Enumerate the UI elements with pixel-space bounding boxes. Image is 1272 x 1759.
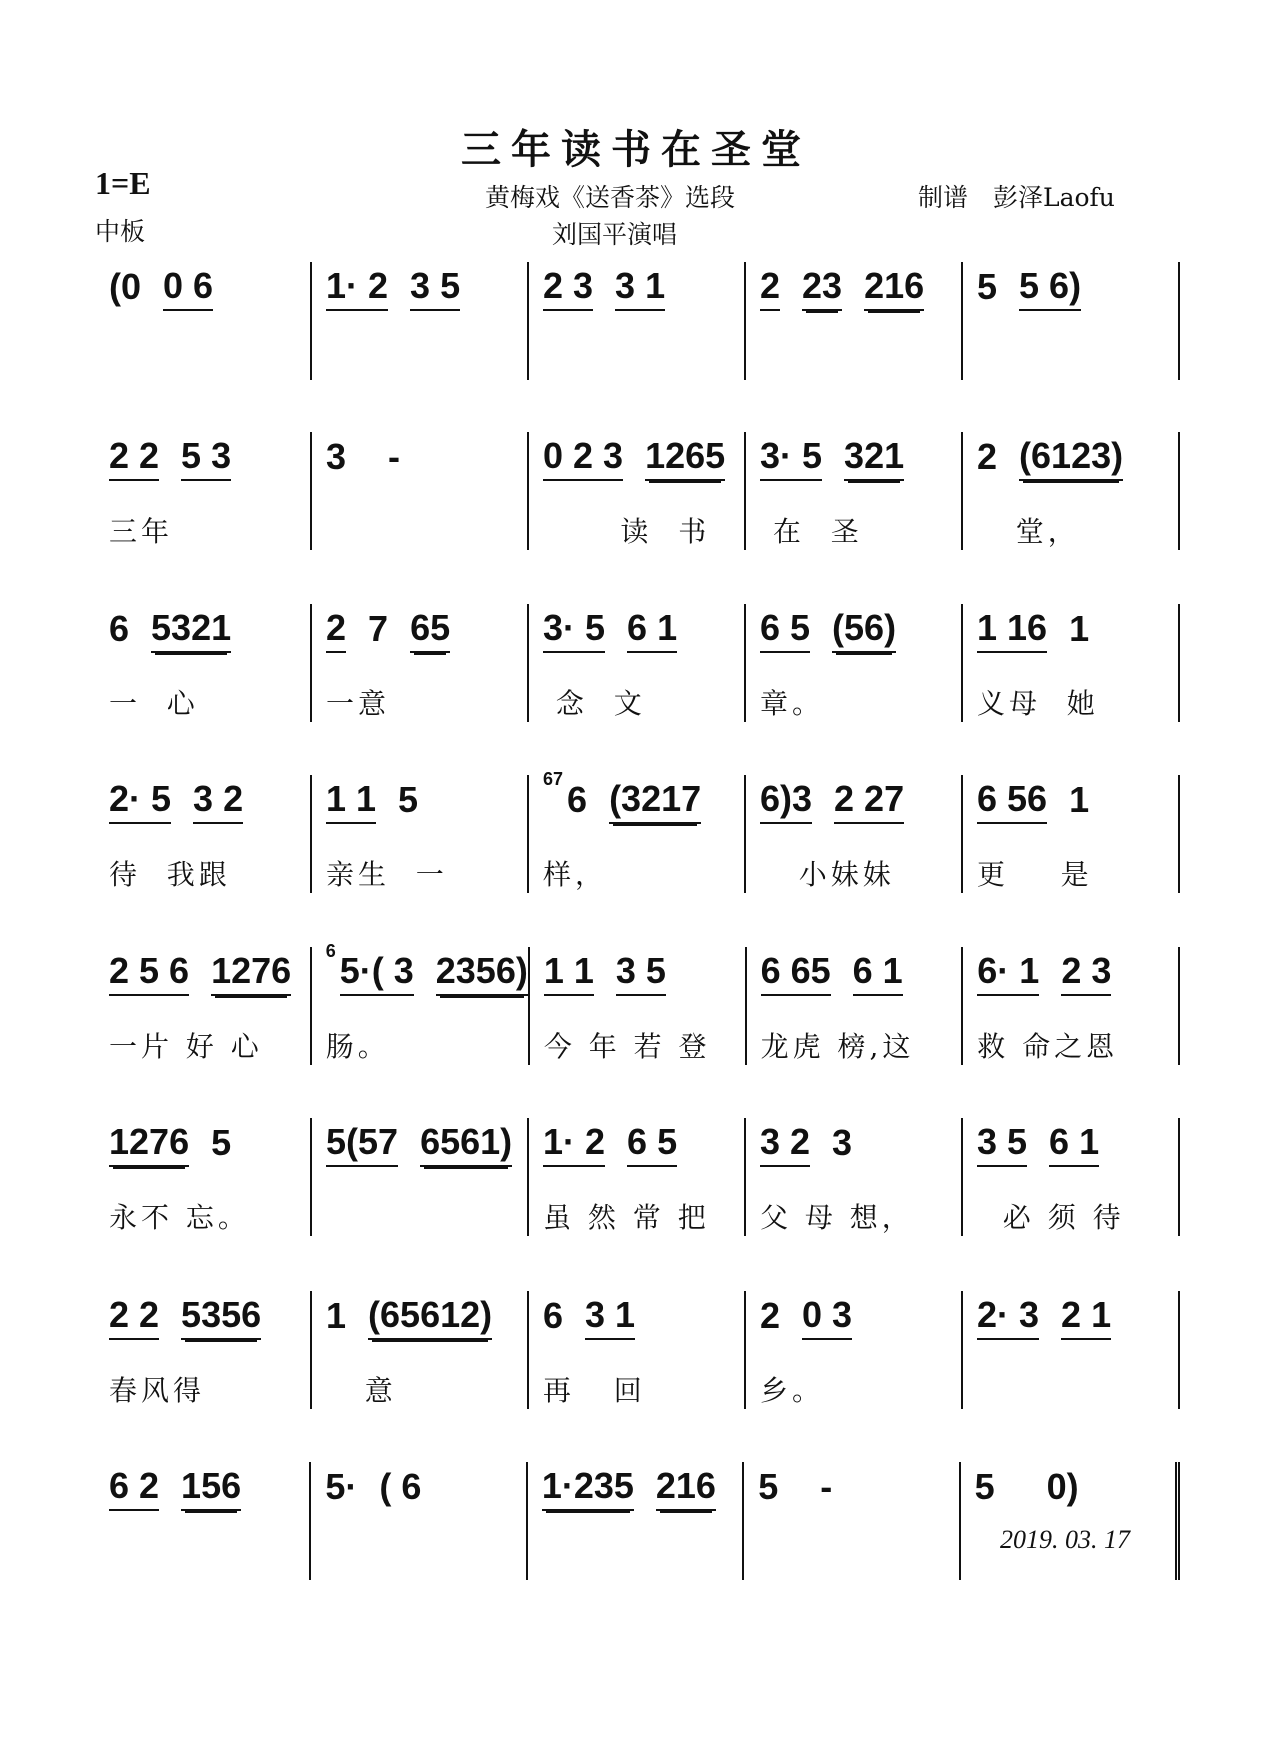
singer-credit: 刘国平演唱 <box>552 220 678 249</box>
note-group: 216 <box>656 1465 716 1511</box>
score-row <box>95 1462 1180 1580</box>
measure-notes <box>760 775 961 827</box>
note-group: (56) <box>832 607 896 653</box>
lyric <box>325 1540 525 1580</box>
note-group: 6 1 <box>853 950 903 996</box>
grace-note: 6 <box>325 940 336 961</box>
lyric: 一意 <box>326 687 391 720</box>
note-group: 3 2 <box>760 1121 810 1167</box>
score-row <box>95 940 1180 1065</box>
note-group: 23 <box>802 265 842 311</box>
note-group: 3 5 <box>977 1121 1027 1167</box>
lyric: 三年 <box>109 515 174 548</box>
measure-notes <box>543 262 744 314</box>
lyric: 念 文 <box>543 687 646 720</box>
measure <box>311 1462 527 1580</box>
note-group: 3 5 <box>616 950 666 996</box>
measure <box>95 947 312 1065</box>
note-group: 6561) <box>420 1121 512 1167</box>
measure <box>312 432 529 550</box>
note-group: 2 3 <box>1061 950 1111 996</box>
note-group: 2 3 <box>543 265 593 311</box>
note-group: (3217 <box>609 778 701 824</box>
measure <box>529 604 746 722</box>
lyric: 义母 她 <box>977 687 1099 720</box>
lyric <box>326 340 527 380</box>
lyric: 一 心 <box>109 687 199 720</box>
measure <box>528 1462 744 1580</box>
note-group: 3 1 <box>585 1294 635 1340</box>
measure <box>530 947 747 1065</box>
note-group: 1·235 <box>542 1465 634 1511</box>
song-title: 三年读书在圣堂 <box>461 126 811 173</box>
grace-note: 67 <box>543 768 564 789</box>
measure-notes <box>977 1118 1178 1170</box>
note-group: 1 1 <box>544 950 594 996</box>
measure-notes <box>109 775 310 827</box>
measure <box>95 432 312 550</box>
note-group: 5·( 3 <box>340 950 414 996</box>
note-group: 6 1 <box>627 607 677 653</box>
lyric: 堂， <box>977 515 1080 548</box>
lyric <box>977 340 1178 380</box>
note-group: 2 1 <box>1061 1294 1111 1340</box>
measure <box>963 1118 1180 1236</box>
lyric: 今 年 若 登 <box>543 1030 711 1063</box>
measure <box>963 1291 1180 1409</box>
measure-notes <box>109 1462 309 1514</box>
note-group: 216 <box>864 265 924 311</box>
measure-notes <box>326 604 527 656</box>
note-group: 5 <box>758 1466 779 1507</box>
source-subtitle: 黄梅戏《送香茶》选段 <box>485 183 736 212</box>
measure <box>312 1118 529 1236</box>
note-group: 1 <box>1069 608 1090 649</box>
lyric: 亲生 一 <box>326 858 448 891</box>
lyric <box>977 1369 1178 1409</box>
measure-notes <box>542 1462 742 1514</box>
measure-notes <box>544 947 745 999</box>
measure <box>746 262 963 380</box>
note-group: 156 <box>181 1465 241 1511</box>
note-group: 6 <box>543 1295 564 1336</box>
measure-notes <box>325 1462 525 1514</box>
measure-notes <box>977 1291 1178 1343</box>
score-row <box>95 1291 1180 1409</box>
note-group: 6· 1 <box>977 950 1039 996</box>
measure-notes <box>761 947 962 999</box>
measure <box>529 1118 746 1236</box>
note-group: 3· 5 <box>543 607 605 653</box>
measure-notes <box>109 432 310 484</box>
note-group: 5 <box>974 1466 995 1507</box>
note-group: 3 5 <box>410 265 460 311</box>
lyric <box>326 510 527 550</box>
note-group: 1276 <box>211 950 291 996</box>
note-group: 5 <box>211 1122 232 1163</box>
lyric: 一片 好 心 <box>109 1030 263 1063</box>
note-group: 1265 <box>645 435 725 481</box>
note-group: 5 <box>398 779 419 820</box>
note-group: 5356 <box>181 1294 261 1340</box>
measure-notes <box>760 1118 961 1170</box>
measure <box>963 775 1180 893</box>
key-signature: 1=E <box>95 165 151 201</box>
lyric <box>542 1540 742 1580</box>
note-group: 2 <box>326 607 346 653</box>
measure <box>95 604 312 722</box>
measure-notes <box>977 604 1178 656</box>
score-row <box>95 432 1180 550</box>
measure <box>95 775 312 893</box>
note-group: (6123) <box>1019 435 1123 481</box>
measure-notes <box>977 262 1178 314</box>
note-group: 2 5 6 <box>109 950 189 996</box>
note-group: 2 27 <box>834 778 904 824</box>
note-group: 0 3 <box>802 1294 852 1340</box>
note-group: 65 <box>410 607 450 653</box>
measure-notes <box>760 1291 961 1343</box>
lyric: 虽 然 常 把 <box>543 1201 710 1234</box>
note-group: 6 1 <box>1049 1121 1099 1167</box>
note-group: 7 <box>368 608 389 649</box>
note-group: 2· 5 <box>109 778 171 824</box>
lyric <box>760 340 961 380</box>
measure-notes <box>977 775 1178 827</box>
measure-notes <box>760 604 961 656</box>
measure <box>746 432 963 550</box>
measure-notes <box>758 1462 958 1514</box>
measure <box>963 604 1180 722</box>
measure-notes <box>326 1118 527 1170</box>
note-group: 2 <box>760 1295 781 1336</box>
note-group: 3· 5 <box>760 435 822 481</box>
measure-notes <box>326 1291 527 1343</box>
measure <box>312 775 529 893</box>
note-group: - <box>368 436 401 477</box>
measure <box>961 1462 1180 1580</box>
tempo-marking: 中板 <box>95 217 146 246</box>
measure <box>312 1291 529 1409</box>
measure <box>963 947 1180 1065</box>
measure-notes <box>543 432 744 484</box>
lyric: 意 <box>326 1374 397 1407</box>
measure-notes <box>977 947 1178 999</box>
score-row <box>95 262 1180 380</box>
measure <box>746 604 963 722</box>
note-group: 1 16 <box>977 607 1047 653</box>
measure-notes <box>109 1291 310 1343</box>
note-group: 5 6) <box>1019 265 1081 311</box>
measure <box>312 604 529 722</box>
note-group: 1 <box>1069 779 1090 820</box>
measure <box>95 1462 311 1580</box>
score-row <box>95 604 1180 722</box>
measure <box>746 1291 963 1409</box>
measure-notes <box>326 432 527 484</box>
note-group: 1· 2 <box>326 265 388 311</box>
note-group: - <box>800 1466 833 1507</box>
lyric: 待 我跟 <box>109 858 231 891</box>
measure <box>529 768 746 893</box>
note-group: 2· 3 <box>977 1294 1039 1340</box>
lyric: 章。 <box>760 687 825 720</box>
note-group: 3 2 <box>193 778 243 824</box>
note-group: 6 56 <box>977 778 1047 824</box>
note-group: 2 <box>760 265 780 311</box>
lyric: 样， <box>543 858 608 891</box>
measure <box>529 432 746 550</box>
note-group: 3 <box>326 436 347 477</box>
measure-notes <box>760 262 961 314</box>
note-group: 1 <box>326 1295 347 1336</box>
lyric: 读 书 <box>543 515 711 548</box>
measure <box>95 262 312 380</box>
note-group: 6 65 <box>761 950 831 996</box>
measure-notes <box>109 947 310 999</box>
note-group: 5321 <box>151 607 231 653</box>
note-group: (65612) <box>368 1294 492 1340</box>
note-group: 2356) <box>436 950 528 996</box>
lyric: 父 母 想， <box>760 1201 914 1234</box>
note-group: 6 <box>109 608 130 649</box>
lyric: 在 圣 <box>760 515 863 548</box>
note-group: ( 6 <box>379 1466 422 1507</box>
measure-notes <box>543 1118 744 1170</box>
measure-notes <box>543 768 744 827</box>
note-group: 2 <box>977 436 998 477</box>
lyric <box>326 1196 527 1236</box>
lyric: 再 回 <box>543 1374 646 1407</box>
note-group: 1 1 <box>326 778 376 824</box>
lyric: 肠。 <box>325 1030 390 1063</box>
lyric: 救 命之恩 <box>977 1030 1119 1063</box>
note-group: 2 2 <box>109 1294 159 1340</box>
measure <box>312 262 529 380</box>
lyric: 龙虎 榜,这 <box>760 1030 915 1063</box>
lyric <box>543 340 744 380</box>
note-group: 5 <box>977 266 998 307</box>
measure-notes <box>109 1118 310 1170</box>
note-group: 0) <box>1016 1466 1079 1507</box>
lyric <box>758 1540 958 1580</box>
measure <box>95 1291 312 1409</box>
measure-notes <box>109 604 310 656</box>
measure <box>746 775 963 893</box>
note-group: 6 5 <box>760 607 810 653</box>
score-row <box>95 1118 1180 1236</box>
lyric <box>109 340 310 380</box>
lyric: 春风得 <box>109 1374 206 1407</box>
lyric <box>109 1540 309 1580</box>
measure-notes <box>109 262 310 314</box>
lyric: 乡。 <box>760 1374 825 1407</box>
measure <box>746 1118 963 1236</box>
measure <box>95 1118 312 1236</box>
measure <box>312 940 530 1065</box>
measure-notes <box>975 1462 1175 1514</box>
note-group: 6)3 <box>760 778 812 824</box>
lyric: 小妹妹 <box>760 858 895 891</box>
measure <box>963 262 1180 380</box>
date: 2019. 03. 17 <box>1000 1525 1130 1554</box>
lyric: 更 是 <box>977 858 1093 891</box>
measure-notes <box>760 432 961 484</box>
note-group: 2 2 <box>109 435 159 481</box>
measure <box>529 1291 746 1409</box>
measure-notes <box>543 1291 744 1343</box>
note-group: 1276 <box>109 1121 189 1167</box>
measure-notes <box>326 775 527 827</box>
note-group: 1· 2 <box>543 1121 605 1167</box>
note-group: 3 <box>832 1122 853 1163</box>
note-group: 0 6 <box>163 265 213 311</box>
measure-notes <box>325 940 528 999</box>
note-group: 6 <box>567 779 588 820</box>
lyric: 永不 忘。 <box>109 1201 250 1234</box>
note-group: 3 1 <box>615 265 665 311</box>
note-group: 6 5 <box>627 1121 677 1167</box>
note-group: 5(57 <box>326 1121 398 1167</box>
note-group: 5 3 <box>181 435 231 481</box>
score-row <box>95 768 1180 893</box>
measure <box>529 262 746 380</box>
arranger-credit: 制谱 彭泽Laofu <box>918 183 1115 212</box>
note-group: 6 2 <box>109 1465 159 1511</box>
measure <box>747 947 964 1065</box>
note-group: 5· <box>325 1466 358 1507</box>
measure-notes <box>977 432 1178 484</box>
measure <box>963 432 1180 550</box>
measure-notes <box>326 262 527 314</box>
measure <box>744 1462 960 1580</box>
note-group: (0 <box>109 266 142 307</box>
measure-notes <box>543 604 744 656</box>
note-group: 0 2 3 <box>543 435 623 481</box>
note-group: 321 <box>844 435 904 481</box>
lyric: 必 须 待 <box>977 1201 1125 1234</box>
